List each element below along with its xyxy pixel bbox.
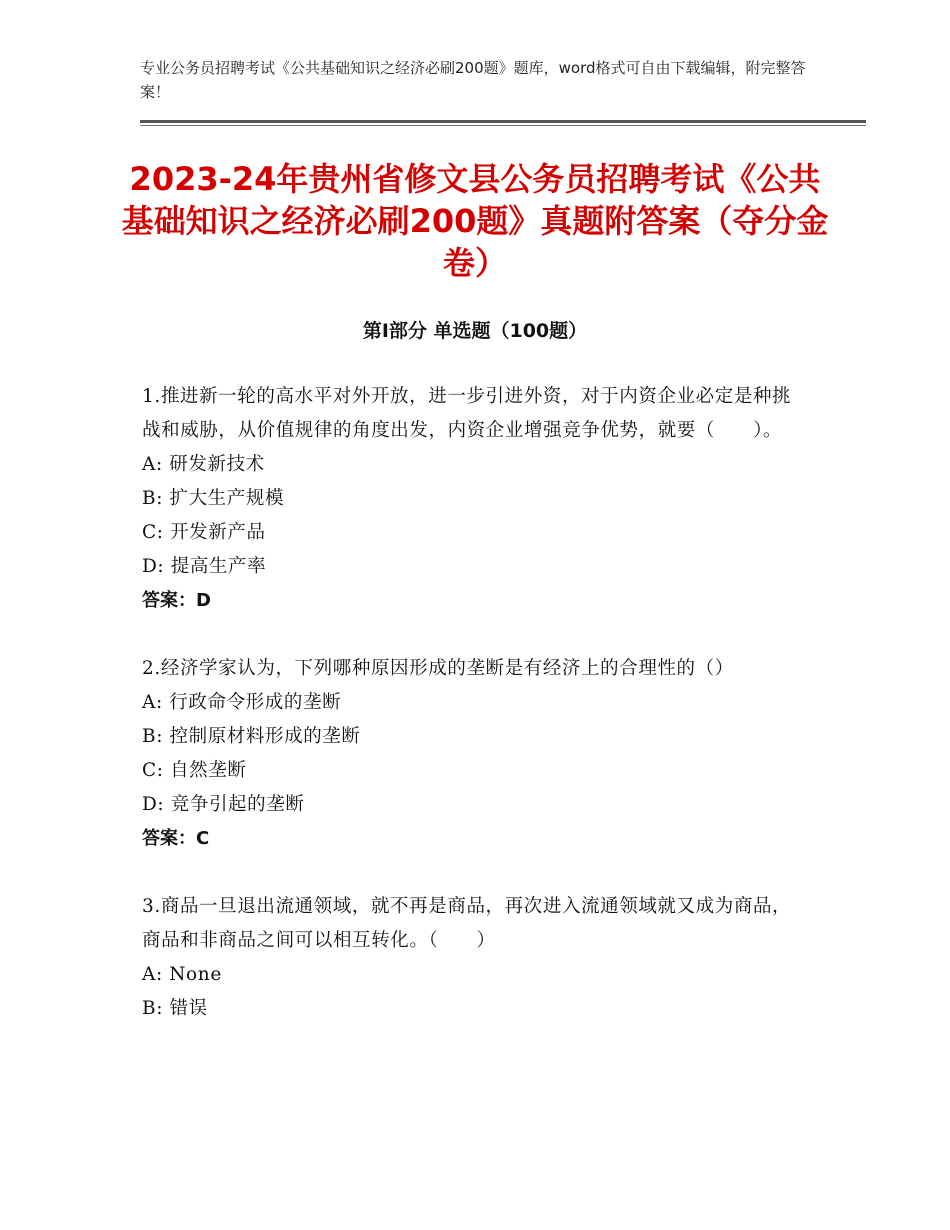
question-3 — [142, 890, 802, 1026]
option-d: D: 提高生产率 — [142, 556, 267, 577]
header-divider-thick — [140, 120, 866, 123]
question-list — [142, 380, 802, 1060]
header-note: 专业公务员招聘考试《公共基础知识之经济必刷200题》题库，word格式可自由下载编辑，附完整答案！ — [140, 59, 806, 101]
question-2 — [142, 652, 802, 856]
document-title: 2023-24年贵州省修文县公务员招聘考试《公共基础知识之经济必刷200题》真题附答案（夺分金卷） — [121, 160, 829, 282]
option-a: A: None — [142, 964, 222, 985]
option-b: B: 错误 — [142, 998, 208, 1019]
option-c: C: 开发新产品 — [142, 522, 266, 543]
question-stem: 1.推进新一轮的高水平对外开放，进一步引进外资，对于内资企业必定是种挑战和威胁，从价值规律的角度出发，内资企业增强竞争优势，就要（ ）。 — [142, 386, 792, 441]
option-b: B: 控制原材料形成的垄断 — [142, 726, 361, 747]
header-divider-thin — [140, 125, 866, 126]
question-stem: 2.经济学家认为，下列哪种原因形成的垄断是有经济上的合理性的（） — [142, 658, 734, 679]
answer-label: 答案：C — [142, 828, 210, 849]
option-a: A: 研发新技术 — [142, 454, 265, 475]
section-title: 第Ⅰ部分 单选题（100题） — [362, 320, 588, 342]
option-a: A: 行政命令形成的垄断 — [142, 692, 342, 713]
question-stem: 3.商品一旦退出流通领域，就不再是商品，再次进入流通领域就又成为商品，商品和非商品之间可以相互转化。（ ） — [142, 896, 792, 951]
option-d: D: 竞争引起的垄断 — [142, 794, 305, 815]
answer-label: 答案：D — [142, 590, 211, 611]
question-1 — [142, 380, 802, 618]
option-c: C: 自然垄断 — [142, 760, 247, 781]
option-b: B: 扩大生产规模 — [142, 488, 285, 509]
